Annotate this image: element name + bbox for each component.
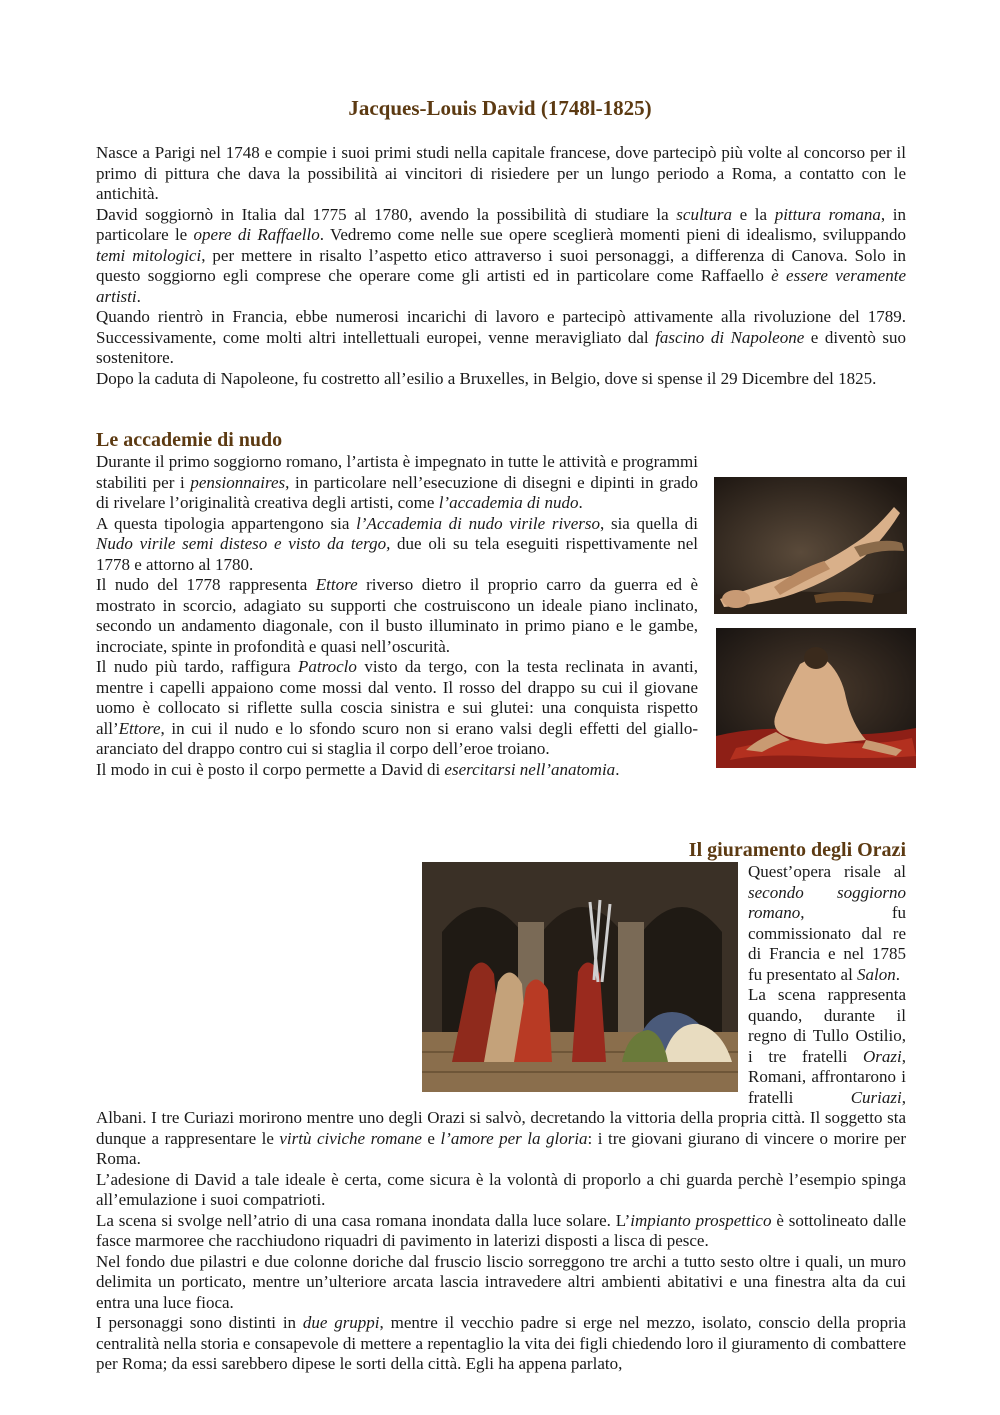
text-run: La scena si svolge nell’atrio di una casa romana inondata dalla luce solare. L’: [96, 1210, 631, 1230]
text-run: , Albani. I tre Curiazi morirono mentre uno degli Orazi si salvò, decretando la vittoria della propria città. Il soggetto sta dunque a rappresentare le: [96, 1087, 906, 1148]
text-run: , in particolare le: [96, 204, 906, 244]
italic-text: Nudo virile semi disteso e visto da tergo,: [96, 534, 391, 553]
italic-text: opere di Raffaello: [193, 225, 320, 244]
text-run: Nasce a Parigi nel 1748 e compie i suoi primi studi nella capitale francese, dove partecipò più volte al concorso per il primo di pittura che dava la possibilità ai vincitori di risiedere per un lungo periodo a Roma, a contatto con le antichità.: [96, 143, 906, 203]
text-run: , mentre il vecchio padre si erge nel mezzo, isolato, conscio della propria centralità nella storia e consapevole di mettere a repentaglio la vita dei figli chiedendo loro il giuramento di combattere per Roma; da essi sarebbero dipese le sorti della città. Egli ha appena parlato,: [96, 1313, 907, 1373]
text-run: A questa tipologia appartengono sia: [96, 513, 357, 533]
text-run: , in cui il nudo e lo sfondo scuro non si erano valsi degli effetti del giallo-aranciato del drappo contro cui si staglia il corpo dell’eroe troiano.: [96, 718, 698, 758]
text-run: riverso dietro il proprio carro da guerra ed è mostrato in scorcio, adagiato su supporti che costruiscono un ideale piano inclinato, secondo un andamento diagonale, con il busto illuminato in primo piano e le gambe, incrociate, spinte in profondità e quasi nell’oscurità.: [96, 575, 698, 656]
text-run: David soggiornò in Italia dal 1775 al 1780, avendo la possibilità di studiare la: [96, 204, 677, 224]
text-run: , sia quella di: [600, 513, 698, 533]
accademie-paragraph: [96, 514, 698, 576]
accademie-paragraph: [96, 575, 698, 657]
italic-text: Ettore: [315, 575, 358, 594]
text-run: .: [578, 493, 583, 512]
italic-text: Orazi: [863, 1046, 902, 1066]
text-run: Il modo in cui è posto il corpo permette a David di: [96, 759, 445, 779]
italic-text: Curiazi: [850, 1087, 902, 1107]
section-heading-accademie: Le accademie di nudo: [96, 429, 283, 451]
italic-text: impianto prospettico: [630, 1210, 772, 1230]
text-run: .: [136, 286, 141, 306]
intro-paragraph: [96, 205, 906, 308]
italic-text: pittura romana: [774, 204, 881, 224]
text-run: La scena rappresenta quando, durante il regno di Tullo Ostilio, i tre fratelli: [748, 985, 906, 1066]
italic-text: Patroclo: [298, 657, 357, 676]
italic-text: temi mitologici: [96, 245, 202, 265]
accademie-paragraph: [96, 760, 698, 781]
section-heading-orazi: Il giuramento degli Orazi: [688, 839, 906, 861]
orazi-paragraph: [96, 1252, 906, 1314]
text-run: Dopo la caduta di Napoleone, fu costretto all’esilio a Bruxelles, in Belgio, dove si spense il 29 Dicembre del 1825.: [96, 368, 877, 388]
section-orazi-text: [96, 862, 906, 1375]
italic-text: Salon: [857, 964, 896, 984]
text-run: Nel fondo due pilastri e due colonne doriche dal fruscio liscio sorreggono tre archi a tutto sesto oltre i quali, un muro delimita un porticato, mentre un’ulteriore arcata lascia intravedere altri ambienti abitativi e una finestra alta da cui entra una luce fioca.: [96, 1251, 906, 1312]
text-run: . Vedremo come nelle sue opere sceglierà momenti pieni di idealismo, sviluppando: [319, 225, 906, 244]
text-run: visto da tergo, con la testa reclinata in avanti, mentre i capelli appaiono come mossi dal vento. Il rosso del drappo su cui il giovane uomo è collocato si riflette sulla coscia sinistra e sui glutei: una conquista rispetto all’: [96, 657, 698, 738]
italic-text: l’accademia di nudo: [438, 493, 579, 512]
section-accademie-text: [96, 452, 698, 780]
painting-orazi-image: [422, 862, 738, 1092]
text-run: Quando rientrò in Francia, ebbe numerosi incarichi di lavoro e partecipò attivamente alla rivoluzione del 1789. Successivamente, come molti altri intellettuali europei, venne meravigliato dal: [96, 307, 906, 347]
text-run: , per mettere in risalto l’aspetto etico attraverso i suoi personaggi, a differenza di Canova. Solo in questo soggiorno egli comprese che operare come gli artisti ed in particolare come Raffaello: [96, 245, 906, 285]
text-run: , fu commissionato dal re di Francia e nel 1785 fu presentato al: [748, 903, 906, 984]
text-run: Il nudo del 1778 rappresenta: [96, 575, 316, 594]
text-run: Durante il primo soggiorno romano, l’artista è impegnato in tutte le attività e programmi stabiliti per i: [96, 452, 698, 492]
text-run: e la: [732, 204, 775, 224]
italic-text: esercitarsi nell’anatomia: [444, 759, 616, 779]
italic-text: è essere veramente artisti: [96, 266, 906, 306]
text-run: .: [615, 759, 620, 779]
orazi-paragraph: [96, 1211, 906, 1252]
italic-text: scultura: [676, 204, 733, 224]
text-run: è sottolineato dalle fasce marmoree che racchiudono riquadri di pavimento in laterizi disposti a lisca di pesce.: [96, 1210, 907, 1250]
text-run: : i tre giovani giurano di vincere o morire per Roma.: [96, 1128, 907, 1168]
painting-patroclo-image: [716, 628, 916, 768]
italic-text: fascino di Napoleone: [655, 327, 805, 347]
text-run: , Romani, affrontarono i fratelli: [748, 1046, 906, 1107]
text-run: , in particolare nell’esecuzione di disegni e dipinti in grado di rivelare l’originalità creativa degli artisti, come: [96, 472, 698, 512]
intro-paragraph: [96, 143, 906, 205]
orazi-paragraph: [96, 1313, 906, 1375]
text-run: e diventò suo sostenitore.: [96, 327, 907, 367]
text-run: Il nudo più tardo, raffigura: [96, 657, 299, 676]
italic-text: virtù civiche romane: [279, 1128, 422, 1148]
italic-text: Ettore: [118, 718, 161, 738]
text-run: e: [421, 1128, 441, 1148]
accademie-paragraph: [96, 657, 698, 760]
italic-text: due gruppi: [302, 1313, 380, 1332]
painting-ettore-image: [714, 477, 907, 614]
intro-paragraph: [96, 369, 906, 390]
italic-text: l’amore per la gloria: [440, 1128, 588, 1148]
text-run: I personaggi sono distinti in: [96, 1313, 303, 1332]
italic-text: secondo soggiorno romano: [748, 882, 906, 922]
intro-paragraph: [96, 307, 906, 369]
text-run: .: [895, 964, 901, 984]
text-run: Quest’opera risale al: [748, 862, 906, 881]
orazi-paragraph: [96, 1170, 906, 1211]
accademie-paragraph: [96, 452, 698, 514]
text-run: L’adesione di David a tale ideale è certa, come sicura è la volontà di proporlo a chi guarda perchè l’esempio spinga all’emulazione i suoi compatrioti.: [96, 1169, 906, 1209]
text-run: due oli su tela eseguiti rispettivamente nel 1778 e attorno al 1780.: [96, 534, 698, 574]
italic-text: l’Accademia di nudo virile riverso: [356, 513, 601, 533]
page-title: Jacques-Louis David (1748l-1825): [348, 96, 652, 120]
intro-text: [96, 143, 906, 389]
float-spacer: [96, 862, 422, 882]
italic-text: pensionnaires: [190, 472, 286, 492]
